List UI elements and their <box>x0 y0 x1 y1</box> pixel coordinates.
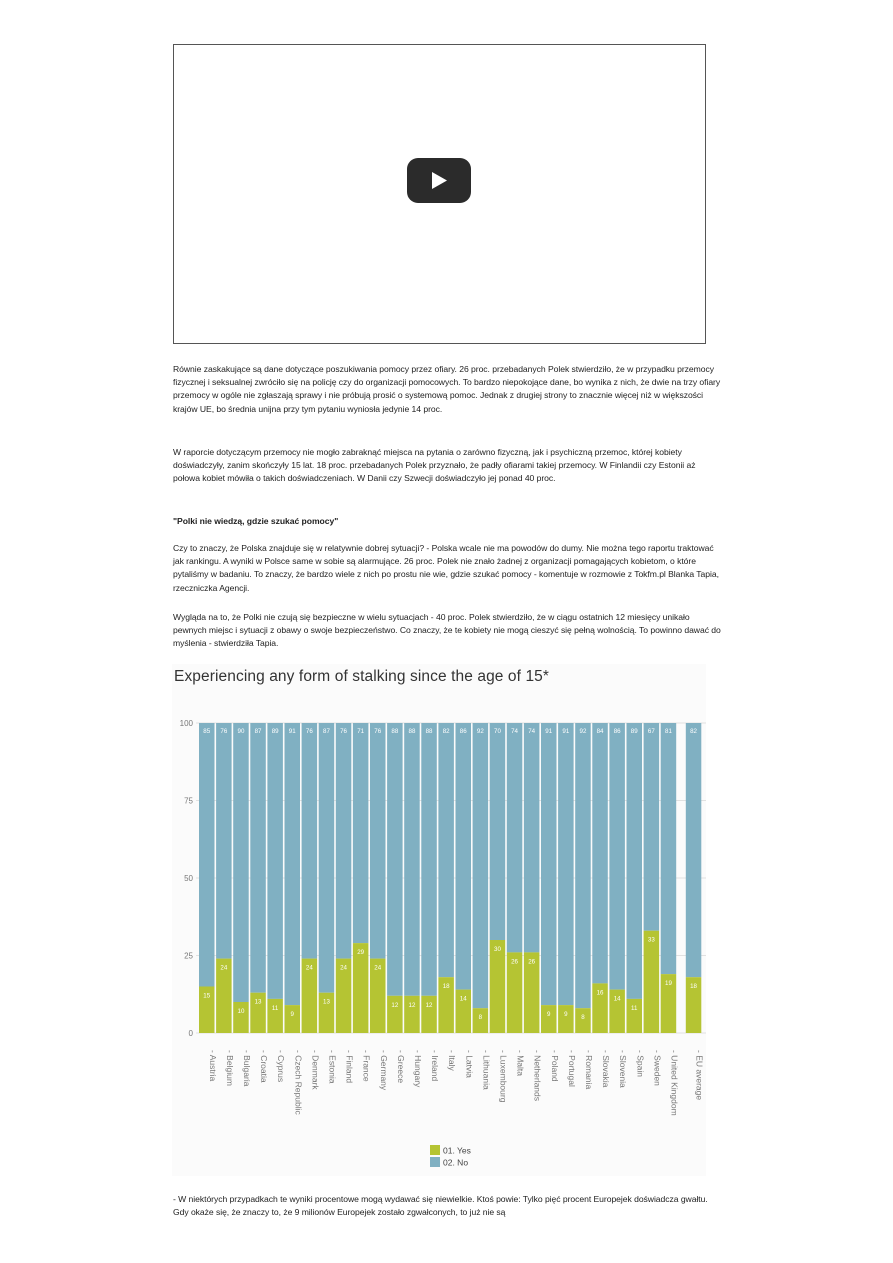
bar-label-yes: 8 <box>581 1014 585 1022</box>
category-label: - Germany <box>378 1050 389 1091</box>
category-label: - Poland <box>549 1050 560 1082</box>
bar-label-yes: 18 <box>442 983 450 991</box>
bar-label-no: 76 <box>305 728 313 735</box>
bar-label-no: 81 <box>665 728 672 735</box>
bar-no <box>558 723 574 1005</box>
bar-no <box>686 723 702 977</box>
bar-label-no: 82 <box>690 728 697 735</box>
category-label: - Denmark <box>310 1050 321 1090</box>
category-label: - Estonia <box>327 1050 338 1084</box>
bar-label-yes: 24 <box>340 964 347 972</box>
category-label: - Slovakia <box>601 1050 612 1088</box>
bar-label-no: 91 <box>545 728 553 735</box>
category-label: - Hungary <box>412 1050 423 1088</box>
bar-label-yes: 11 <box>271 1004 279 1012</box>
category-label: - Spain <box>635 1050 646 1077</box>
category-label: - Italy <box>447 1050 458 1071</box>
paragraph-interview: Czy to znaczy, że Polska znajduje się w relatywnie dobrej sytuacji? - Polska wcale nie ma powodów do dumy. Nie można tego raportu traktować jak rankingu. A wyniki w Polsce same w sobie są alarmujące. 26 proc. Polek nie znało żadnej z organizacji pomagających kobietom, o które pytaliśmy w badaniu. To znaczy, że bardzo wiele z nich po prostu nie wie, gdzie szukać pomocy - komentuje w rozmowie z Tokfm.pl Blanka Tapia, rzeczniczka Agencji. <box>173 543 719 593</box>
bar-no <box>456 723 472 990</box>
chart-canvas <box>172 664 706 1176</box>
category-label: - Slovenia <box>618 1050 629 1088</box>
bar-label-yes: 24 <box>305 964 313 972</box>
bar-label-no: 67 <box>647 728 655 735</box>
y-tick-label: 0 <box>188 1029 193 1038</box>
category-label: - Greece <box>395 1050 406 1084</box>
category-label: - Croatia <box>259 1050 270 1083</box>
bar-label-no: 85 <box>203 728 211 735</box>
y-tick-label: 75 <box>184 796 193 806</box>
bar-label-yes: 8 <box>478 1014 483 1022</box>
bar-yes <box>644 931 660 1033</box>
bar-no <box>267 723 283 999</box>
bar-label-no: 92 <box>579 728 587 735</box>
bar-no <box>319 723 335 993</box>
category-label: - Sweden <box>652 1050 663 1086</box>
bar-label-yes: 26 <box>511 958 518 966</box>
bar-no <box>336 723 352 959</box>
category-label: - Bulgaria <box>241 1050 252 1087</box>
bar-label-no: 90 <box>237 728 245 735</box>
category-label: - Belgium <box>224 1050 235 1086</box>
paragraph-closing: - W niektórych przypadkach te wyniki procentowe mogą wydawać się niewielkie. Ktoś powie: Tylko pięć procent Europejek doświadcza gwałtu. Gdy okaże się, że znaczy to, że 9 milionów Europejek zostało zgwałconych, to już nie są <box>173 1194 708 1218</box>
bar-label-no: 74 <box>528 728 536 735</box>
category-label: - Ireland <box>430 1050 441 1082</box>
bar-label-no: 82 <box>442 728 450 735</box>
bar-no <box>524 723 540 952</box>
bar-label-no: 86 <box>459 728 467 735</box>
category-label: - United Kingdom <box>669 1050 680 1116</box>
bar-label-no: 89 <box>271 728 279 735</box>
bar-label-yes: 19 <box>665 980 672 988</box>
bar-yes <box>490 940 506 1033</box>
bar-no <box>285 723 301 1005</box>
bar-label-no: 88 <box>391 728 399 735</box>
bar-no <box>490 723 506 940</box>
category-label: - Czech Republic <box>293 1050 304 1115</box>
bar-no <box>609 723 625 990</box>
bar-label-no: 74 <box>511 728 518 735</box>
legend-label: 01. Yes <box>443 1145 471 1156</box>
bar-no <box>541 723 557 1005</box>
bar-label-no: 88 <box>408 728 416 735</box>
bar-no <box>575 723 591 1008</box>
bar-label-no: 88 <box>425 728 433 735</box>
category-label: - EU average <box>694 1050 705 1101</box>
bar-label-no: 71 <box>357 728 365 735</box>
bar-label-no: 92 <box>476 728 484 735</box>
bar-label-yes: 12 <box>408 1001 416 1009</box>
stalking-chart <box>172 664 706 1176</box>
chart-title: Experiencing any form of stalking since the age of 15* <box>174 668 550 685</box>
bar-label-no: 76 <box>340 728 347 735</box>
bar-no <box>387 723 403 996</box>
bar-no <box>661 723 677 974</box>
bar-label-no: 91 <box>288 728 296 735</box>
bar-label-yes: 14 <box>613 995 621 1003</box>
video-player[interactable] <box>173 44 706 344</box>
category-label: - Austria <box>207 1050 218 1082</box>
bar-label-yes: 13 <box>254 998 262 1006</box>
y-tick-label: 50 <box>184 874 193 883</box>
category-label: - Cyprus <box>276 1050 287 1083</box>
bar-label-yes: 33 <box>647 936 655 944</box>
category-label: - Lithuania <box>481 1050 492 1090</box>
category-label: - Portugal <box>566 1050 577 1087</box>
bar-label-no: 76 <box>374 728 382 735</box>
bar-label-no: 91 <box>562 728 570 735</box>
category-label: - Latvia <box>464 1050 475 1078</box>
bar-label-yes: 26 <box>528 958 536 966</box>
bar-label-yes: 9 <box>290 1011 294 1019</box>
bar-label-yes: 24 <box>220 964 228 972</box>
bar-label-yes: 30 <box>494 946 501 953</box>
bar-no <box>353 723 369 943</box>
y-tick-label: 25 <box>184 951 193 961</box>
bar-label-no: 70 <box>494 728 501 735</box>
bar-label-no: 87 <box>323 728 330 735</box>
bar-label-yes: 16 <box>596 989 604 997</box>
bar-no <box>370 723 386 959</box>
bar-label-yes: 10 <box>237 1008 245 1015</box>
bar-yes <box>285 1005 301 1033</box>
legend-label: 02. No <box>443 1157 469 1168</box>
paragraph-childhood-violence: W raporcie dotyczącym przemocy nie mogło zabraknąć miejsca na pytania o zarówno fizyczną, jak i psychiczną przemoc, której kobiety doświadczyły, zanim skończyły 15 lat. 18 proc. przebadanych Polek przyznało, że padły ofiarami takiej przemocy. W Finlandii czy Estonii aż połowa kobiet mówiła o takich doświadczeniach. W Danii czy Szwecji doświadczyło jej ponad 40 proc. <box>173 447 696 484</box>
y-tick-label: 100 <box>179 719 193 728</box>
legend-swatch <box>430 1145 440 1155</box>
category-label: - Netherlands <box>532 1050 543 1102</box>
bar-label-yes: 9 <box>564 1011 568 1019</box>
bar-label-yes: 24 <box>374 964 382 972</box>
play-icon <box>407 158 471 203</box>
paragraph-help-seeking: Równie zaskakujące są dane dotyczące poszukiwania pomocy przez ofiary. 26 proc. przebadanych Polek stwierdziło, że w przypadku przemocy fizycznej i seksualnej zwróciło się na policję czy do organizacji pomocowych. To bardzo niepokojące dane, bo wynika z nich, że dwie na trzy ofiary przemocy w ogóle nie zgłaszają sprawy i nie próbują prosić o systemową pomoc. Jednak z drugiej strony to znacznie więcej niż w większości krajów UE, bo średnia unijna przy tym pytaniu wyniosła jedynie 14 proc. <box>173 364 721 414</box>
bar-no <box>438 723 454 977</box>
bar-no <box>592 723 608 983</box>
bar-yes <box>233 1002 249 1033</box>
bar-no <box>250 723 265 993</box>
bar-label-yes: 11 <box>631 1004 638 1012</box>
section-heading: "Polki nie wiedzą, gdzie szukać pomocy" <box>173 516 339 526</box>
bar-label-yes: 13 <box>323 998 330 1006</box>
category-label: - Luxembourg <box>498 1050 509 1103</box>
paragraph-safety: Wygląda na to, że Polki nie czują się bezpieczne w wielu sytuacjach - 40 proc. Polek stwierdziło, że w ciągu ostatnich 12 miesięcy unikało pewnych miejsc i sytuacji z obawy o swoje bezpieczeństwo. Co znaczy, że te kobiety nie mogą cieszyć się pełną wolnością. To powinno dawać do myślenia - stwierdziła Tapia. <box>173 612 721 649</box>
bar-label-no: 87 <box>254 728 262 735</box>
bar-no <box>199 723 215 987</box>
bar-yes <box>558 1005 574 1033</box>
bar-no <box>507 723 523 952</box>
bar-no <box>473 723 489 1008</box>
bar-label-yes: 18 <box>690 983 697 991</box>
bar-no <box>627 723 643 999</box>
bar-label-yes: 12 <box>391 1001 399 1009</box>
bar-yes <box>541 1005 557 1033</box>
bar-yes <box>353 943 369 1033</box>
bar-no <box>302 723 318 959</box>
bar-no <box>421 723 437 996</box>
bar-label-yes: 12 <box>425 1001 433 1009</box>
bar-label-no: 76 <box>220 728 228 735</box>
bar-label-no: 84 <box>596 728 604 735</box>
bar-no <box>216 723 232 959</box>
bar-label-yes: 29 <box>357 949 365 957</box>
bar-no <box>233 723 249 1002</box>
category-label: - Finland <box>344 1050 355 1084</box>
category-label: - France <box>361 1050 372 1082</box>
bar-label-no: 86 <box>613 728 621 735</box>
bar-label-yes: 9 <box>547 1011 551 1019</box>
bar-label-yes: 15 <box>203 992 211 1000</box>
category-label: - Romania <box>583 1050 594 1090</box>
play-button[interactable] <box>407 158 471 203</box>
bar-label-yes: 14 <box>459 995 467 1003</box>
bar-label-no: 89 <box>630 728 638 735</box>
bar-no <box>404 723 420 996</box>
legend-swatch <box>430 1157 440 1167</box>
category-label: - Malta <box>515 1050 526 1076</box>
bar-no <box>644 723 660 931</box>
